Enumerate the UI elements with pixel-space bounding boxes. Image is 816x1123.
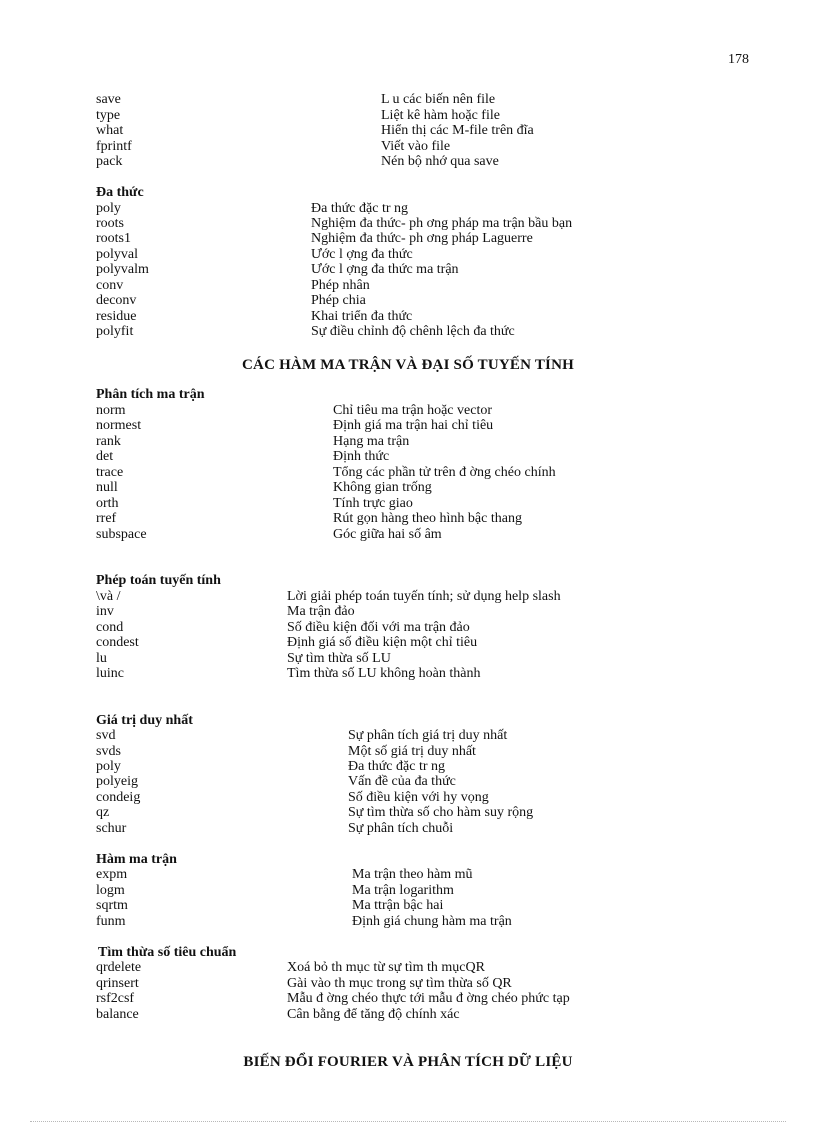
section-heading: Tìm thừa số tiêu chuẩn: [98, 945, 237, 960]
command-name: polyfit: [96, 324, 134, 339]
command-name: residue: [96, 309, 137, 324]
command-description: Ma trận đảo: [287, 604, 355, 619]
command-name: norm: [96, 403, 126, 418]
command-description: Đa thức đặc tr ng: [311, 201, 408, 216]
command-description: Sự tìm thừa số cho hàm suy rộng: [348, 805, 534, 820]
command-description: Lời giải phép toán tuyến tính; sử dụng help slash: [287, 589, 561, 604]
command-name: svd: [96, 728, 116, 743]
command-description: Định giá ma trận hai chỉ tiêu: [333, 418, 494, 433]
section-heading: Phân tích ma trận: [96, 387, 205, 402]
page-number: 178: [728, 52, 749, 67]
command-name: roots1: [96, 231, 131, 246]
command-name: conv: [96, 278, 124, 293]
command-name: trace: [96, 465, 124, 480]
page-bottom-divider: [30, 1121, 786, 1122]
command-description: Chỉ tiêu ma trận hoặc vector: [333, 403, 492, 418]
command-description: Sự phân tích giá trị duy nhất: [348, 728, 508, 743]
command-description: Tổng các phần tử trên đ ờng chéo chính: [333, 465, 556, 480]
command-name: deconv: [96, 293, 137, 308]
command-name: sqrtm: [96, 898, 128, 913]
command-description: Định giá số điều kiện một chỉ tiêu: [287, 635, 478, 650]
command-description: Phép chia: [311, 293, 366, 308]
command-name: expm: [96, 867, 128, 882]
command-description: Ma ttrận bậc hai: [352, 898, 444, 913]
command-description: Không gian trống: [333, 480, 432, 495]
command-name: svds: [96, 744, 121, 759]
command-name: poly: [96, 759, 121, 774]
command-description: Nghiệm đa thức- ph ơng pháp Laguerre: [311, 231, 533, 246]
command-description: Liệt kê hàm hoặc file: [381, 108, 500, 123]
command-description: Phép nhân: [311, 278, 370, 293]
command-description: Sự phân tích chuỗi: [348, 821, 454, 836]
command-name: condeig: [96, 790, 141, 805]
command-name: inv: [96, 604, 114, 619]
command-name: qrdelete: [96, 960, 142, 975]
section-heading: Hàm ma trận: [96, 852, 177, 867]
command-description: Viết vào file: [381, 139, 451, 154]
command-name: normest: [96, 418, 142, 433]
command-name: polyeig: [96, 774, 138, 789]
command-name: subspace: [96, 527, 147, 542]
command-name: luinc: [96, 666, 124, 681]
command-name: cond: [96, 620, 124, 635]
command-description: Vấn đề của đa thức: [348, 774, 456, 789]
command-name: rref: [96, 511, 117, 526]
command-name: schur: [96, 821, 127, 836]
command-description: Rút gọn hàng theo hình bậc thang: [333, 511, 522, 526]
command-name: save: [96, 92, 121, 107]
command-name: rsf2csf: [96, 991, 135, 1006]
command-description: Sự điều chỉnh độ chênh lệch đa thức: [311, 324, 515, 339]
command-name: \và /: [96, 589, 121, 604]
command-name: type: [96, 108, 121, 123]
chapter-title-matrix-linear-algebra: CÁC HÀM MA TRẬN VÀ ĐẠI SỐ TUYẾN TÍNH: [242, 357, 574, 373]
command-description: Nén bộ nhớ qua save: [381, 154, 499, 169]
command-name: polyval: [96, 247, 138, 262]
command-description: Tính trực giao: [333, 496, 413, 511]
command-name: pack: [96, 154, 123, 169]
chapter-title-fourier: BIẾN ĐỔI FOURIER VÀ PHÂN TÍCH DỮ LIỆU: [243, 1054, 573, 1070]
command-name: fprintf: [96, 139, 132, 154]
command-description: Ước l ợng đa thức: [311, 247, 413, 262]
command-description: Hạng ma trận: [333, 434, 410, 449]
command-description: Xoá bỏ th mục từ sự tìm th mụcQR: [287, 960, 485, 975]
section-heading: Phép toán tuyến tính: [96, 573, 221, 588]
command-description: Nghiệm đa thức- ph ơng pháp ma trận bầu bạn: [311, 216, 573, 231]
command-description: Hiển thị các M-file trên đĩa: [381, 123, 534, 138]
command-name: lu: [96, 651, 107, 666]
command-name: balance: [96, 1007, 139, 1022]
command-description: Ước l ợng đa thức ma trận: [311, 262, 459, 277]
command-name: rank: [96, 434, 121, 449]
command-description: Ma trận logarithm: [352, 883, 454, 898]
command-name: qrinsert: [96, 976, 139, 991]
command-name: poly: [96, 201, 121, 216]
command-description: Mẫu đ ờng chéo thực tới mẫu đ ờng chéo phức tạp: [287, 991, 570, 1006]
command-description: Khai triển đa thức: [311, 309, 413, 324]
command-description: L u các biến nên file: [381, 92, 496, 107]
command-name: det: [96, 449, 114, 464]
command-description: Tìm thừa số LU không hoàn thành: [287, 666, 481, 681]
command-name: what: [96, 123, 124, 138]
command-description: Số điều kiện đối với ma trận đảo: [287, 620, 470, 635]
command-description: Gài vào th mục trong sự tìm thừa số QR: [287, 976, 512, 991]
section-heading: Giá trị duy nhất: [96, 713, 193, 728]
command-name: roots: [96, 216, 124, 231]
command-name: qz: [96, 805, 110, 820]
command-description: Sự tìm thừa số LU: [287, 651, 391, 666]
command-description: Ma trận theo hàm mũ: [352, 867, 473, 882]
command-description: Một số giá trị duy nhất: [348, 744, 476, 759]
command-description: Góc giữa hai số âm: [333, 527, 442, 542]
command-name: condest: [96, 635, 139, 650]
command-name: polyvalm: [96, 262, 149, 277]
command-name: orth: [96, 496, 119, 511]
command-description: Định giá chung hàm ma trận: [352, 914, 512, 929]
section-heading: Đa thức: [96, 185, 144, 200]
command-name: null: [96, 480, 118, 495]
command-description: Định thức: [333, 449, 390, 464]
command-description: Đa thức đặc tr ng: [348, 759, 445, 774]
command-description: Cân bằng để tăng độ chính xác: [287, 1007, 460, 1022]
command-description: Số điều kiện với hy vọng: [348, 790, 489, 805]
command-name: funm: [96, 914, 126, 929]
command-name: logm: [96, 883, 125, 898]
